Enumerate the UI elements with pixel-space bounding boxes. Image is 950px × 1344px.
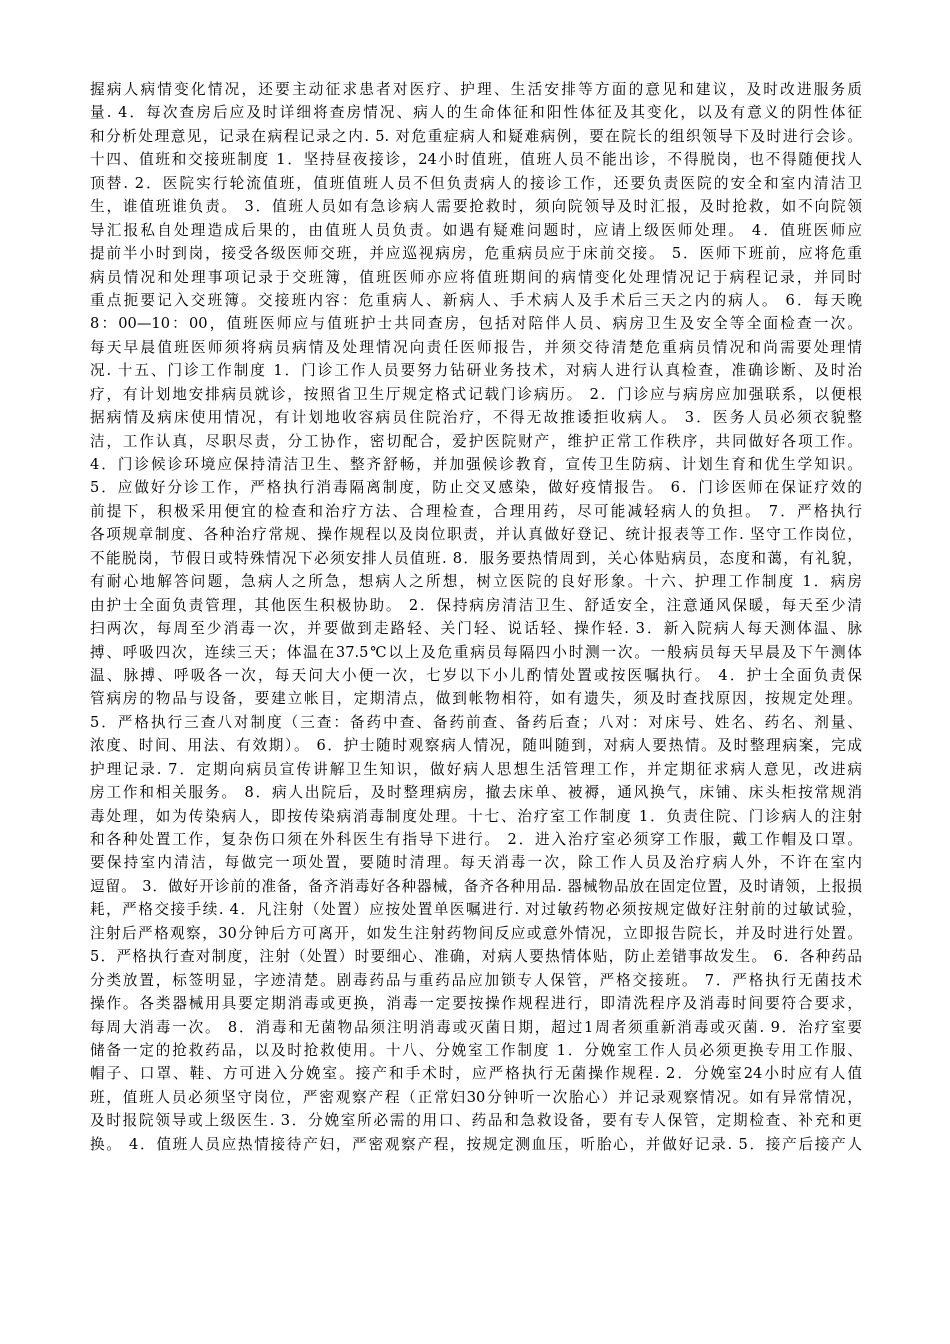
text-line: 班，值班人员必须坚守岗位，严密观察产程（正常妇30分钟听一次胎心）并记录观察情况。如有异常情况， xyxy=(90,1088,862,1106)
text-line: 8：00—10：00，值班医师应与值班护士共同查房，包括对陪伴人员、病房卫生及安全等全面检查一次。 xyxy=(90,315,862,333)
text-line: 5．应做好分诊工作，严格执行消毒隔离制度，防止交叉感染，做好疫情报告。 6．门诊医师在保证疗效的 xyxy=(90,479,862,497)
text-line: 换。 4．值班人员应热情接待产妇，严密观察产程，按规定测血压，听胎心，并做好记录. 5．接产后接产人 xyxy=(90,1135,862,1153)
text-line: 有耐心地解答问题，急病人之所急，想病人之所想，树立医院的良好形象。十六、护理工作制度 1．病房 xyxy=(90,573,862,591)
text-line: 顶替. 2．医院实行轮流值班，值班值班人员不但负责病人的接诊工作，还要负责医院的安全和室内清洁卫 xyxy=(90,174,862,192)
text-line: 据病情及病床使用情况，有计划地收容病员住院治疗，不得无故推诿拒收病人。 3．医务人员必须衣貌整 xyxy=(90,409,862,427)
text-line: 5．严格执行查对制度，注射（处置）时要细心、准确，对病人要热情体贴，防止差错事故发生。 6．各种药品 xyxy=(90,948,862,966)
text-line: 护理记录. 7．定期向病员宣传讲解卫生知识，做好病人思想生活管理工作，并定期征求病人意见，改进病 xyxy=(90,760,862,778)
text-line: 和分析处理意见，记录在病程记录之内. 5. 对危重症病人和疑难病例，要在院长的组织领导下及时进行会诊。 xyxy=(90,127,862,145)
text-line: 每天早晨值班医师须将病员病情及处理情况向责任医师报告，并须交待清楚危重病员情况和尚需要处理情 xyxy=(90,338,862,356)
text-line: 生，谁值班谁负责。 3．值班人员如有急诊病人需要抢救时，须向院领导及时汇报，及时抢救，如不向院领 xyxy=(90,198,862,216)
text-line: 握病人病情变化情况，还要主动征求患者对医疗、护理、生活安排等方面的意见和建议，及时改进服务质 xyxy=(90,81,862,98)
text-line: 要保持室内清洁，每做完一项处置，要随时清理。每天消毒一次，除工作人员及治疗病人外，不许在室内 xyxy=(90,854,862,872)
text-line: 操作。各类器械用具要定期消毒或更换，消毒一定要按操作规程进行，即清洗程序及消毒时间要符合要求， xyxy=(90,995,862,1013)
text-line: 毒处理，如为传染病人，即按传染病消毒制度处理。十七、治疗室工作制度 1．负责住院、门诊病人的注射 xyxy=(90,807,862,825)
text-line: 储备一定的抢救药品，以及时抢救使用。十八、分娩室工作制度 1．分娩室工作人员必须更换专用工作服、 xyxy=(90,1041,862,1059)
text-line: 分类放置，标签明显，字迹清楚。剧毒药品与重药品应加锁专人保管，严格交接班。 7．严格执行无菌技术 xyxy=(90,971,862,989)
text-line: 不能脱岗，节假日或特殊情况下必须安排人员值班. 8．服务要热情周到，关心体贴病员，态度和蔼，有礼貌， xyxy=(90,549,862,567)
text-line: 搏、呼吸四次，连续三天；体温在37.5℃以上及危重病员每隔四小时测一次。一般病员每天早晨及下午测体 xyxy=(90,643,862,661)
text-line: 管病房的物品与设备，要建立帐目，定期清点，做到帐物相符，如有遗失，须及时查找原因，按规定处理。 xyxy=(90,690,862,708)
text-line: 和各种处置工作，复杂伤口须在外科医生有指导下进行。 2．进入治疗室必须穿工作服，戴工作帽及口罩。 xyxy=(90,831,862,848)
text-line: 房工作和相关服务。 8．病人出院后，及时整理病房，撤去床单、被褥，通风换气，床铺、床头柜按常规消 xyxy=(90,784,862,802)
text-line: 洁，工作认真，尽职尽责，分工协作，密切配合，爱护医院财产，维护正常工作秩序，共同做好各项工作。 xyxy=(90,432,862,450)
text-line: 十四、值班和交接班制度 1．坚持昼夜接诊，24小时值班，值班人员不能出诊，不得脱岗，也不得随便找人 xyxy=(90,151,862,169)
text-line: 扫两次，每周至少消毒一次，并要做到走路轻、关门轻、说话轻、操作轻. 3．新入院病人每天测体温、脉 xyxy=(90,620,862,638)
body-text xyxy=(90,78,862,1156)
text-line: 每周大消毒一次。 8．消毒和无菌物品须注明消毒或灭菌日期，超过1周者须重新消毒或灭菌. 9．治疗室要 xyxy=(90,1018,862,1036)
text-line: 注射后严格观察，30分钟后方可离开，如发生注射药物间反应或意外情况，立即报告院长，并及时进行处置。 xyxy=(90,924,862,942)
text-line: 及时报院领导或上级医生. 3．分娩室所必需的用口、药品和急救设备，要有专人保管，定期检查、补充和更 xyxy=(90,1112,862,1130)
text-line: 重点扼要记入交班簿。交接班内容：危重病人、新病人、手术病人及手术后三天之内的病人。 6．每天晚 xyxy=(90,291,862,309)
text-line: 导汇报私自处理造成后果的，由值班人员负责。如遇有疑难问题时，应请上级医师处理。 4．值班医师应 xyxy=(90,221,862,239)
text-line: 4．门诊候诊环境应保持清洁卫生、整齐舒畅，并加强候诊教育，宣传卫生防病、计划生育和优生学知识。 xyxy=(90,456,862,473)
text-line: 帽子、口罩、鞋、方可进入分娩室。接产和手术时，应严格执行无菌操作规程. 2．分娩室24小时应有人值 xyxy=(90,1065,862,1083)
text-line: 提前半小时到岗，接受各级医师交班，并应巡视病房，危重病员应于床前交接。 5．医师下班前，应将危重 xyxy=(90,245,862,263)
text-line: 耗，严格交接手续. 4．凡注射（处置）应按处置单医嘱进行. 对过敏药物必须按规定做好注射前的过敏试验， xyxy=(90,901,862,919)
text-line: 温、脉搏、呼吸各一次，每天问大小便一次，七岁以下小儿酌情处置或按医嘱执行。 4．护士全面负责保 xyxy=(90,666,862,684)
text-line: 5．严格执行三查八对制度（三查：备药中查、备药前查、备药后查；八对：对床号、姓名、药名、剂量、 xyxy=(90,713,862,731)
text-line: 疗，有计划地安排病员就诊，按照省卫生厅规定格式记载门诊病历。 2．门诊应与病房应加强联系，以便根 xyxy=(90,385,862,403)
text-line: 况. 十五、门诊工作制度 1．门诊工作人员要努力钻研业务技术，对病人进行认真检查，准确诊断、及时治 xyxy=(90,362,862,380)
text-line: 病员情况和处理事项记录于交班簿，值班医师亦应将值班期间的病情变化处理情况记于病程记录，并同时 xyxy=(90,268,862,286)
text-line: 浓度、时间、用法、有效期）。 6．护士随时观察病人情况，随叫随到，对病人要热情。及时整理病案，完成 xyxy=(90,737,862,755)
text-line: 量. 4．每次查房后应及时详细将查房情况、病人的生命体征和阳性体征及其变化，以及有意义的阴性体征 xyxy=(90,104,862,122)
text-line: 逗留。 3．做好开诊前的准备，备齐消毒好各种器械，备齐各种用品. 器械物品放在固定位置，及时请领，上报损 xyxy=(90,877,862,895)
text-line: 各项规章制度、各种治疗常规、操作规程以及岗位职责，并认真做好登记、统计报表等工作. 坚守工作岗位， xyxy=(90,526,862,544)
text-line: 由护士全面负责管理，其他医生积极协助。 2．保持病房清洁卫生、舒适安全，注意通风保暖，每天至少清 xyxy=(90,596,862,614)
text-line: 前提下，积极采用便宜的检查和治疗方法、合理检查，合理用药，尽可能减轻病人的负担。 7．严格执行 xyxy=(90,502,862,520)
